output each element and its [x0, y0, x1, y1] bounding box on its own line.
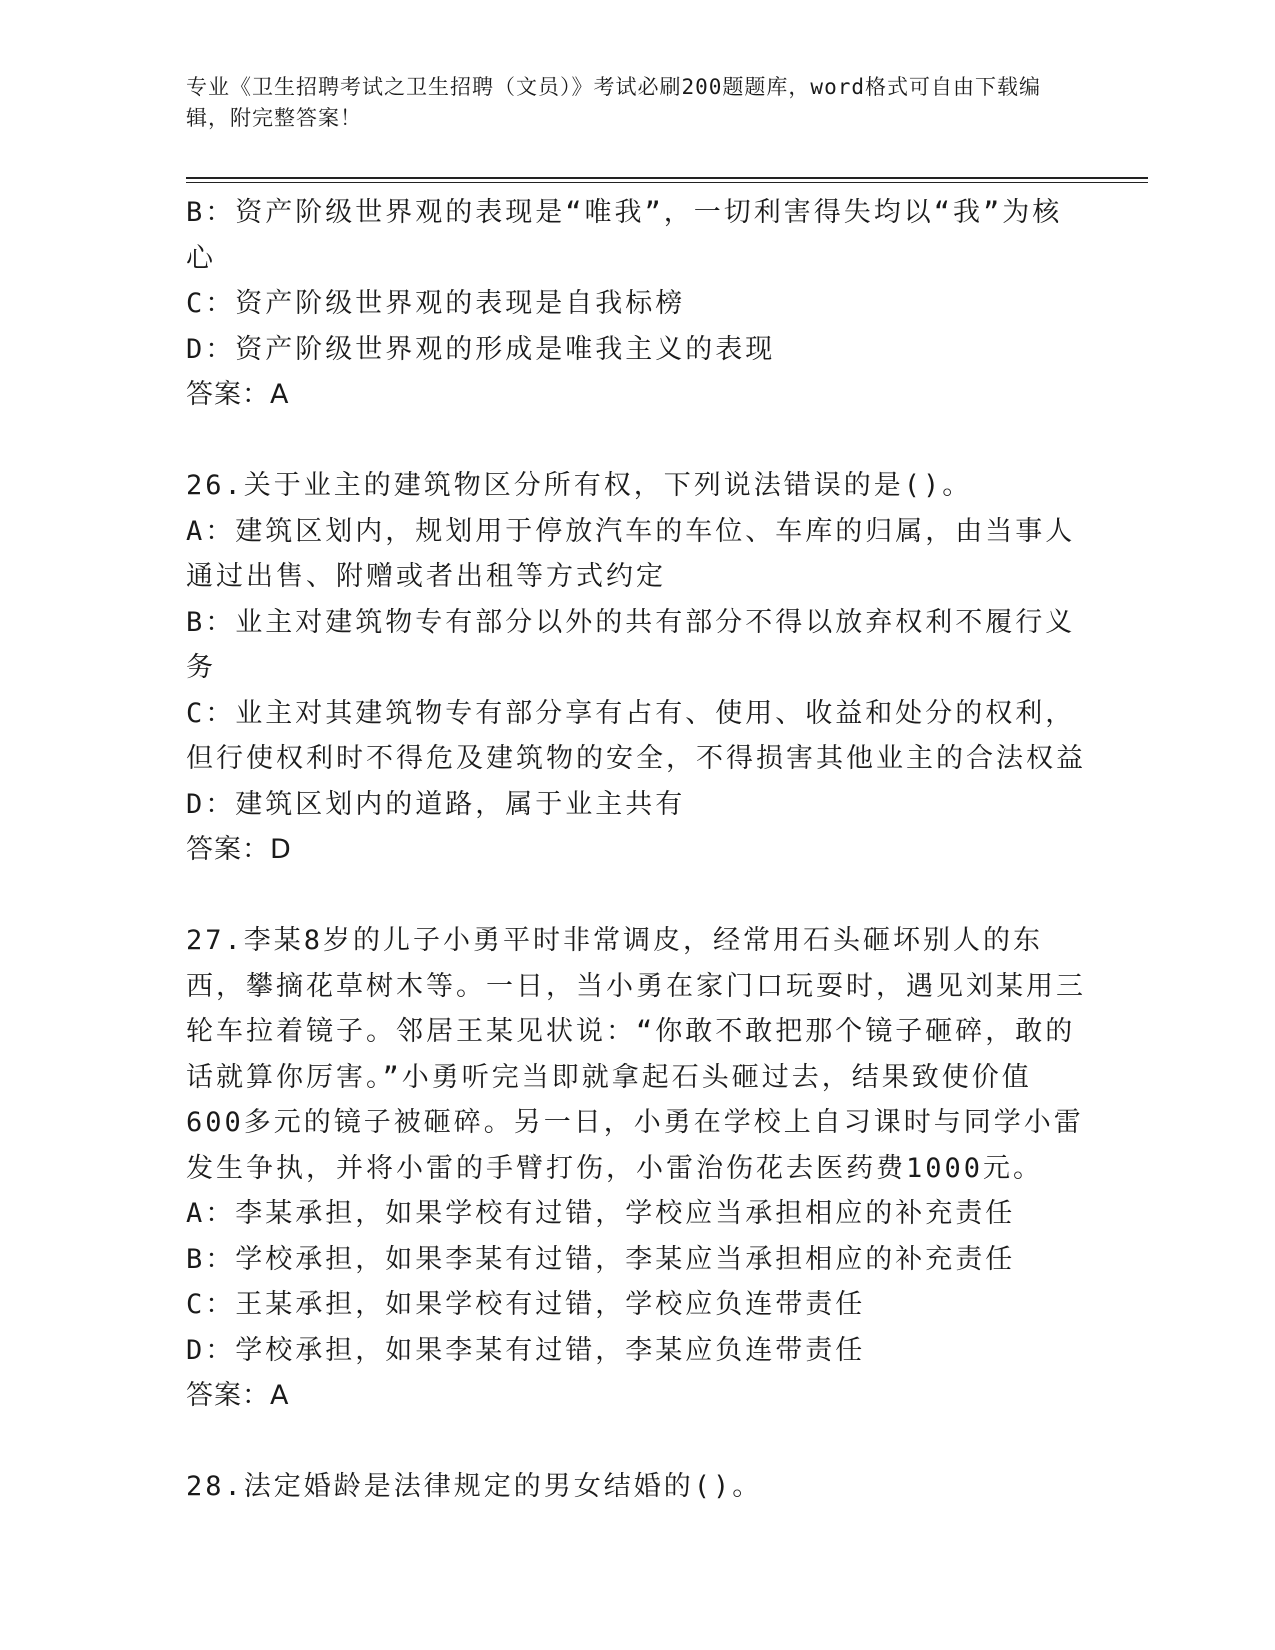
spacer: [186, 418, 1086, 464]
spacer: [186, 1419, 1086, 1465]
option-b: B：资产阶级世界观的表现是“唯我”，一切利害得失均以“我”为核心: [186, 197, 1063, 274]
answer-line: 答案：D: [186, 834, 292, 865]
document-body: [186, 190, 1086, 1510]
header-rule-top: [186, 177, 1148, 179]
answer-line: 答案：A: [186, 379, 290, 410]
option-b: B：学校承担，如果李某有过错，李某应当承担相应的补充责任: [186, 1243, 1016, 1275]
question-block-26: [186, 463, 1086, 873]
question-text: 28.法定婚龄是法律规定的男女结婚的()。: [186, 1471, 763, 1502]
option-c: C：业主对其建筑物专有部分享有占有、使用、收益和处分的权利，但行使权利时不得危及建筑物的安全，不得损害其他业主的合法权益: [186, 697, 1086, 774]
header-rule-bottom: [186, 182, 1148, 183]
answer-line: 答案：A: [186, 1380, 290, 1411]
question-text: 27.李某8岁的儿子小勇平时非常调皮，经常用石头砸坏别人的东西，攀摘花草树木等。一日，当小勇在家门口玩耍时，遇见刘某用三轮车拉着镜子。邻居王某见状说：“你敢不敢把那个镜子砸碎，敢的话就算你厉害。”小勇听完当即就拿起石头砸过去，结果致使价值600多元的镜子被砸碎。另一日，小勇在学校上自习课时与同学小雷发生争执，并将小雷的手臂打伤，小雷治伤花去医药费1000元。: [186, 925, 1086, 1184]
question-block-27: [186, 918, 1086, 1419]
question-block-28: [186, 1464, 1086, 1510]
spacer: [186, 873, 1086, 919]
option-d: D：建筑区划内的道路，属于业主共有: [186, 788, 686, 820]
option-c: C：资产阶级世界观的表现是自我标榜: [186, 288, 686, 319]
option-b: B：业主对建筑物专有部分以外的共有部分不得以放弃权利不履行义务: [186, 606, 1076, 683]
option-a: A：建筑区划内，规划用于停放汽车的车位、车库的归属，由当事人通过出售、附赠或者出租等方式约定: [186, 515, 1076, 592]
option-d: D：学校承担，如果李某有过错，李某应负连带责任: [186, 1334, 866, 1366]
option-a: A：李某承担，如果学校有过错，学校应当承担相应的补充责任: [186, 1198, 1016, 1229]
page-header: 专业《卫生招聘考试之卫生招聘（文员）》考试必刷200题题库，word格式可自由下载编辑，附完整答案！: [186, 75, 1041, 130]
option-d: D：资产阶级世界观的形成是唯我主义的表现: [186, 333, 776, 365]
question-block-25: [186, 190, 1086, 418]
question-text: 26.关于业主的建筑物区分所有权，下列说法错误的是()。: [186, 470, 973, 501]
option-c: C：王某承担，如果学校有过错，学校应负连带责任: [186, 1289, 866, 1320]
